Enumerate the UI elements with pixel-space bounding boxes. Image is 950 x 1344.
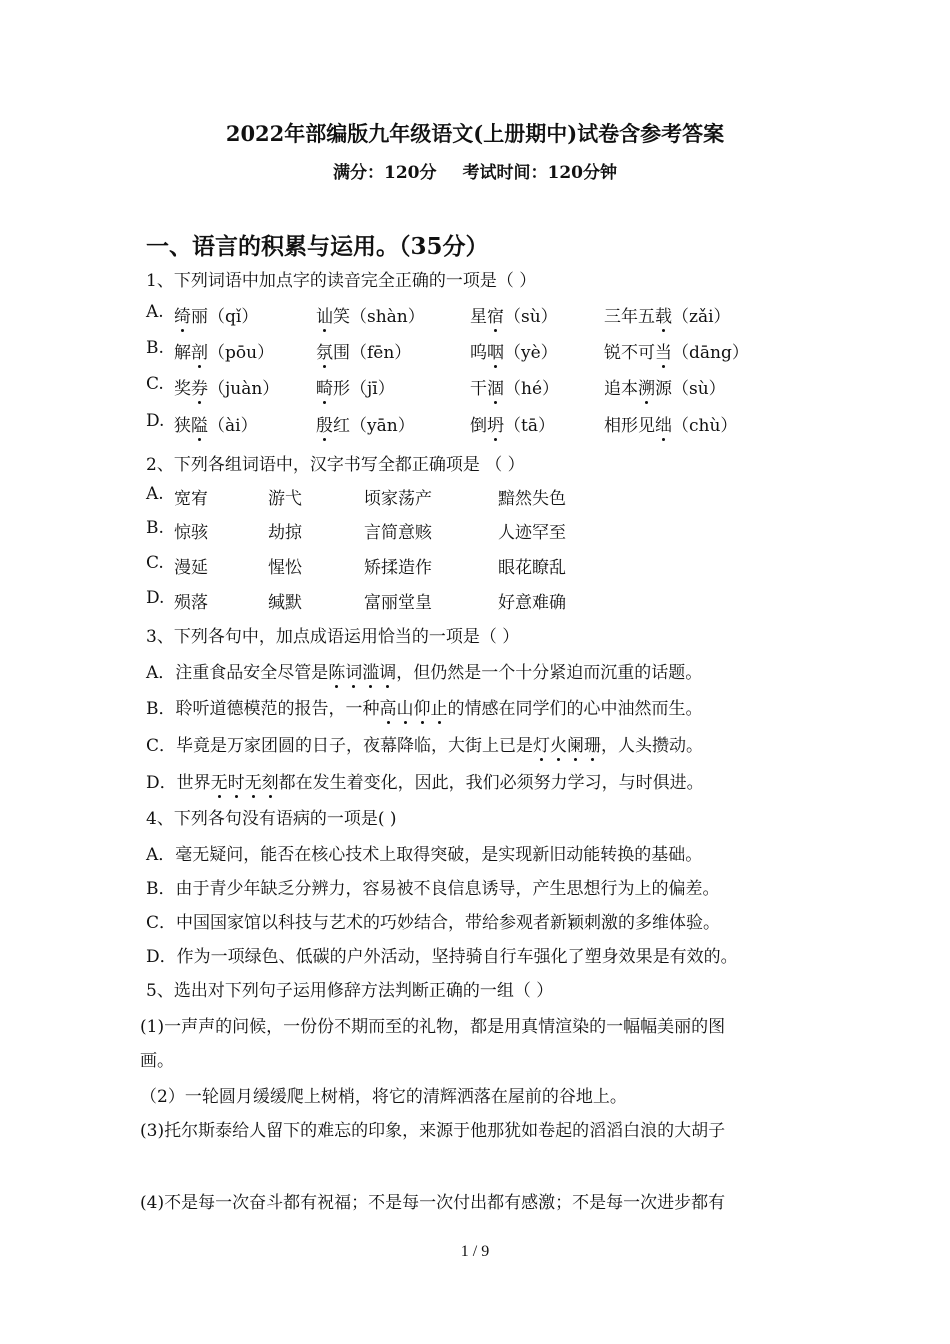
dotted-char: 陈 <box>328 658 345 683</box>
dotted-char: 无 <box>245 768 262 793</box>
option-label: C. <box>146 553 164 573</box>
dotted-char: 灯 <box>533 731 550 756</box>
option-term: 讪笑（shàn） <box>316 302 425 327</box>
dotted-char: 阑 <box>567 731 584 756</box>
dotted-char: 绌 <box>655 411 672 436</box>
option-word: 人迹罕至 <box>498 523 566 543</box>
option-term: 追本溯源（sù） <box>604 374 726 399</box>
dotted-char: 当 <box>655 338 672 363</box>
option-term: 绮丽（qǐ） <box>174 302 258 327</box>
dotted-char: 滥 <box>362 658 379 683</box>
option-label: B. <box>146 338 164 358</box>
question-5-item-1: (1)一声声的问候，一份份不期而至的礼物，都是用真情渲染的一幅幅美丽的图 <box>140 1017 726 1037</box>
dotted-char: 券 <box>191 374 208 399</box>
option-term: 相形见绌（chù） <box>604 411 737 436</box>
question-3-option: D．世界无时无刻都在发生着变化，因此，我们必须努力学习，与时俱进。 <box>146 768 704 793</box>
question-2-option-row <box>146 588 746 612</box>
dotted-char: 讪 <box>316 302 333 327</box>
question-4-stem: 4、下列各句没有语病的一项是( ) <box>146 809 397 829</box>
question-3-stem: 3、下列各句中，加点成语运用恰当的一项是（ ） <box>146 627 520 647</box>
question-1-stem: 1、下列词语中加点字的读音完全正确的一项是（ ） <box>146 271 537 291</box>
question-3-option: A．注重食品安全尽管是陈词滥调，但仍然是一个十分紧迫而沉重的话题。 <box>146 658 702 683</box>
dotted-char: 载 <box>655 302 672 327</box>
dotted-char: 珊 <box>584 731 601 756</box>
exam-info <box>0 158 950 183</box>
dotted-char: 无 <box>211 768 228 793</box>
option-term: 呜咽（yè） <box>470 338 558 363</box>
question-3-option: C．毕竟是万家团圆的日子，夜幕降临，大街上已是灯火阑珊，人头攒动。 <box>146 731 703 756</box>
option-term: 干涸（hé） <box>470 374 559 399</box>
dotted-char: 火 <box>550 731 567 756</box>
option-term: 狭隘（ài） <box>174 411 258 436</box>
option-term: 解剖（pōu） <box>174 338 274 363</box>
dotted-char: 剖 <box>191 338 208 363</box>
question-5-item-3: (3)托尔斯泰给人留下的难忘的印象，来源于他那犹如卷起的滔滔白浪的大胡子 <box>140 1121 726 1141</box>
question-5-item-2: （2）一轮圆月缓缓爬上树梢，将它的清辉洒落在屋前的谷地上。 <box>140 1087 627 1107</box>
dotted-char: 畸 <box>316 374 333 399</box>
option-label: D. <box>146 411 165 431</box>
option-label: A. <box>146 302 164 322</box>
dotted-char: 词 <box>345 658 362 683</box>
question-2-stem: 2、下列各组词语中，汉字书写全都正确项是 （ ） <box>146 455 525 475</box>
option-word: 宽宥 <box>174 489 208 509</box>
option-word: 殒落 <box>174 593 208 613</box>
dotted-char: 咽 <box>487 338 504 363</box>
option-word: 惺忪 <box>268 558 302 578</box>
question-1-option-row <box>146 302 846 326</box>
option-term: 三年五载（zǎi） <box>604 302 731 327</box>
option-label: C. <box>146 374 164 394</box>
option-term: 星宿（sù） <box>470 302 558 327</box>
full-score: 满分：120分 <box>333 163 437 183</box>
dotted-char: 仰 <box>414 694 431 719</box>
question-5-item-4: (4)不是每一次奋斗都有祝福；不是每一次付出都有感激；不是每一次进步都有 <box>140 1193 726 1213</box>
page-number: 1 / 9 <box>460 1243 490 1260</box>
dotted-char: 高 <box>380 694 397 719</box>
dotted-char: 氛 <box>316 338 333 363</box>
question-3-option: B．聆听道德模范的报告，一种高山仰止的情感在同学们的心中油然而生。 <box>146 694 703 719</box>
dotted-char: 隘 <box>191 411 208 436</box>
dotted-char: 刻 <box>262 768 279 793</box>
dotted-char: 时 <box>228 768 245 793</box>
dotted-char: 调 <box>379 658 396 683</box>
option-word: 漫延 <box>174 558 208 578</box>
question-2-option-row <box>146 484 746 508</box>
dotted-char: 殷 <box>316 411 333 436</box>
dotted-char: 涸 <box>487 374 504 399</box>
option-label: A. <box>146 484 164 504</box>
question-5-stem: 5、选出对下列句子运用修辞方法判断正确的一组（ ） <box>146 981 554 1001</box>
option-label: D. <box>146 588 165 608</box>
option-word: 富丽堂皇 <box>364 593 432 613</box>
option-word: 好意难确 <box>498 593 566 613</box>
option-word: 缄默 <box>268 593 302 613</box>
question-4-option-b: B．由于青少年缺乏分辨力，容易被不良信息诱导，产生思想行为上的偏差。 <box>146 879 720 899</box>
option-label: B. <box>146 518 164 538</box>
question-4-option-d: D．作为一项绿色、低碳的户外活动，坚持骑自行车强化了塑身效果是有效的。 <box>146 947 738 967</box>
option-term: 殷红（yān） <box>316 411 415 436</box>
option-word: 劫掠 <box>268 523 302 543</box>
option-word: 游弋 <box>268 489 302 509</box>
question-4-option-c: C．中国国家馆以科技与艺术的巧妙结合，带给参观者新颖刺激的多维体验。 <box>146 913 721 933</box>
option-word: 矫揉造作 <box>364 558 432 578</box>
exam-time: 考试时间：120分钟 <box>462 163 617 183</box>
question-1-option-row <box>146 374 846 398</box>
option-term: 锐不可当（dāng） <box>604 338 749 363</box>
option-term: 奖券（juàn） <box>174 374 279 399</box>
dotted-char: 坍 <box>487 411 504 436</box>
section-heading: 一、语言的积累与运用。（35分） <box>146 233 489 260</box>
option-word: 眼花瞭乱 <box>498 558 566 578</box>
option-word: 惊骇 <box>174 523 208 543</box>
page-title: 2022年部编版九年级语文(上册期中)试卷含参考答案 <box>225 121 725 146</box>
question-2-option-row <box>146 518 746 542</box>
question-5-item-1-cont: 画。 <box>140 1051 174 1071</box>
option-word: 黯然失色 <box>498 489 566 509</box>
option-term: 氛围（fēn） <box>316 338 411 363</box>
option-word: 顷家荡产 <box>364 489 432 509</box>
option-term: 畸形（jī） <box>316 374 395 399</box>
question-1-option-row <box>146 338 846 362</box>
dotted-char: 山 <box>397 694 414 719</box>
option-term: 倒坍（tā） <box>470 411 555 436</box>
dotted-char: 绮 <box>174 302 191 327</box>
dotted-char: 宿 <box>487 302 504 327</box>
question-4-option-a: A．毫无疑问，能否在核心技术上取得突破，是实现新旧动能转换的基础。 <box>146 845 703 865</box>
option-word: 言简意赅 <box>364 523 432 543</box>
dotted-char: 溯 <box>638 374 655 399</box>
question-2-option-row <box>146 553 746 577</box>
question-1-option-row <box>146 411 846 435</box>
dotted-char: 止 <box>431 694 448 719</box>
